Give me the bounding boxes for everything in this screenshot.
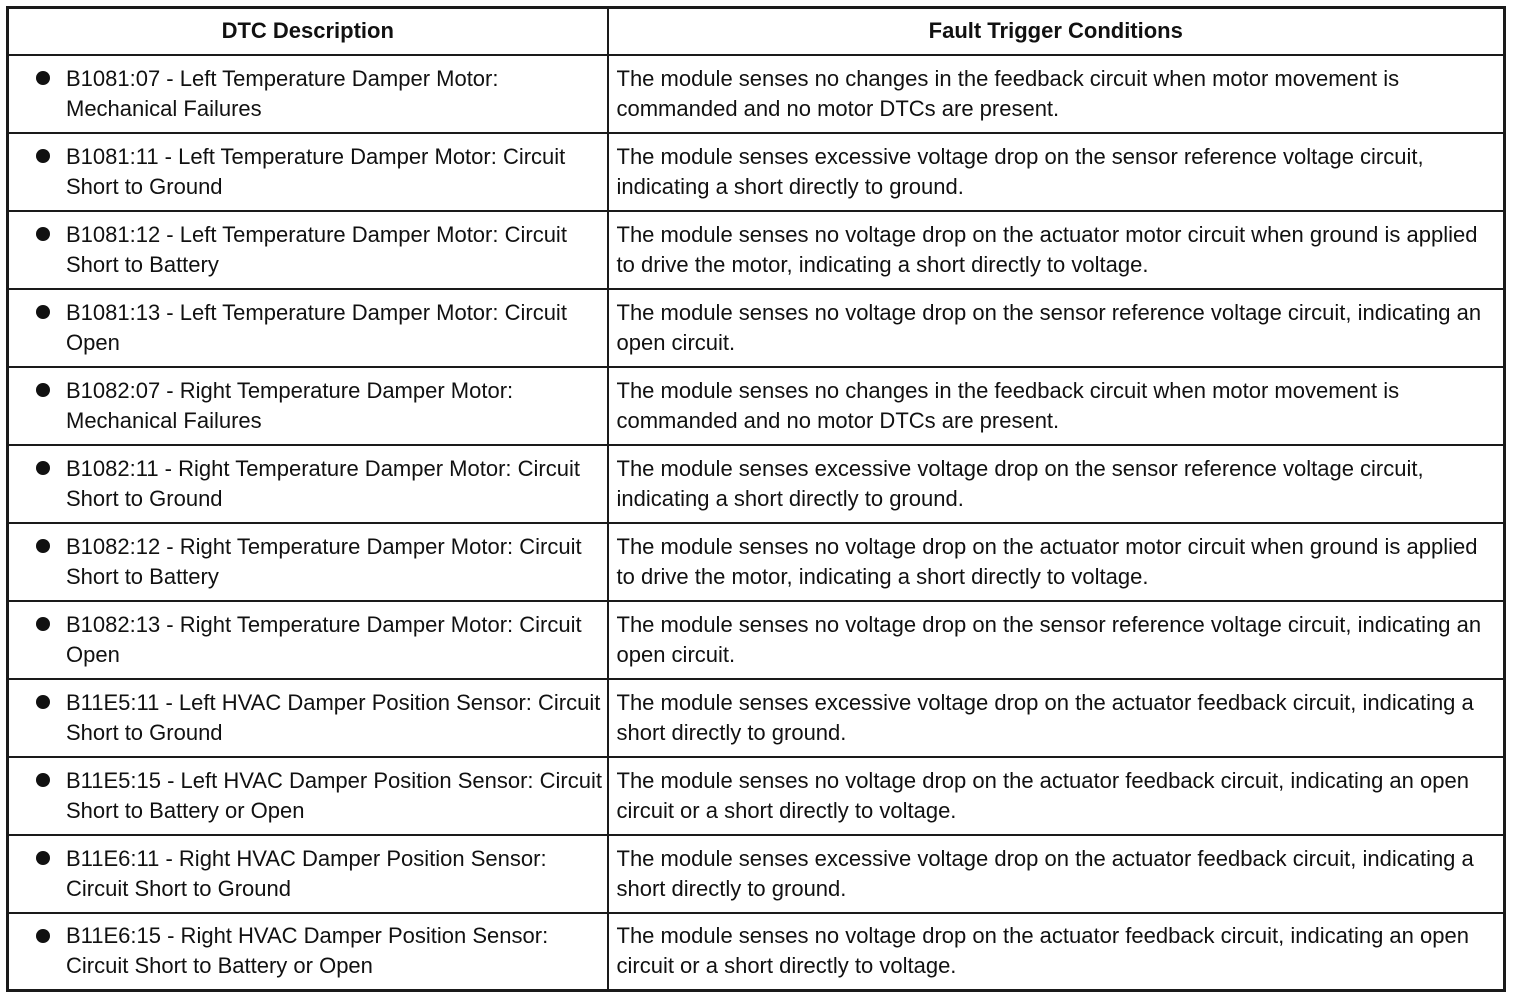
fault-trigger-condition: The module senses excessive voltage drop on the sensor reference voltage circuit, indicating a short directly to ground. [608,133,1505,211]
fault-trigger-condition: The module senses excessive voltage drop on the actuator feedback circuit, indicating a short directly to ground. [608,679,1505,757]
dtc-description: B1081:07 - Left Temperature Damper Motor: Mechanical Failures [66,65,499,121]
fault-trigger-condition: The module senses excessive voltage drop on the actuator feedback circuit, indicating a short directly to ground. [608,835,1505,913]
bullet-icon [36,227,50,241]
bullet-icon [36,461,50,475]
header-fault-trigger-conditions: Fault Trigger Conditions [608,8,1505,55]
dtc-description: B1081:11 - Left Temperature Damper Motor: Circuit Short to Ground [66,143,566,199]
dtc-description-cell [8,679,608,757]
table-row [8,601,1505,679]
fault-trigger-condition: The module senses no voltage drop on the actuator motor circuit when ground is applied to drive the motor, indicating a short directly to voltage. [608,523,1505,601]
dtc-description-cell [8,289,608,367]
bullet-icon [36,383,50,397]
dtc-description-cell [8,55,608,133]
dtc-description-cell [8,523,608,601]
dtc-description: B1082:11 - Right Temperature Damper Motor: Circuit Short to Ground [66,455,580,511]
dtc-table [6,6,1506,992]
bullet-icon [36,539,50,553]
fault-trigger-condition: The module senses no voltage drop on the actuator feedback circuit, indicating an open circuit or a short directly to voltage. [608,913,1505,991]
dtc-description: B11E5:15 - Left HVAC Damper Position Sensor: Circuit Short to Battery or Open [66,767,602,823]
bullet-icon [36,773,50,787]
dtc-description-cell [8,601,608,679]
fault-trigger-condition: The module senses no voltage drop on the actuator motor circuit when ground is applied to drive the motor, indicating a short directly to voltage. [608,211,1505,289]
dtc-description-cell [8,757,608,835]
bullet-icon [36,617,50,631]
bullet-icon [36,305,50,319]
fault-trigger-condition: The module senses excessive voltage drop on the sensor reference voltage circuit, indicating a short directly to ground. [608,445,1505,523]
bullet-icon [36,851,50,865]
dtc-description: B1081:12 - Left Temperature Damper Motor: Circuit Short to Battery [66,221,567,277]
bullet-icon [36,695,50,709]
table-row [8,289,1505,367]
bullet-icon [36,71,50,85]
table-row [8,367,1505,445]
dtc-description: B11E6:15 - Right HVAC Damper Position Sensor: Circuit Short to Battery or Open [66,923,549,979]
bullet-icon [36,149,50,163]
table-row [8,55,1505,133]
table-row [8,445,1505,523]
table-row [8,679,1505,757]
dtc-description: B11E6:11 - Right HVAC Damper Position Sensor: Circuit Short to Ground [66,845,547,901]
dtc-description-cell [8,367,608,445]
header-dtc-description: DTC Description [8,8,608,55]
dtc-description-cell [8,835,608,913]
table-row [8,133,1505,211]
dtc-description: B1082:13 - Right Temperature Damper Motor: Circuit Open [66,611,582,667]
dtc-description: B1081:13 - Left Temperature Damper Motor: Circuit Open [66,299,567,355]
dtc-description: B1082:07 - Right Temperature Damper Motor: Mechanical Failures [66,377,514,433]
bullet-icon [36,929,50,943]
fault-trigger-condition: The module senses no voltage drop on the sensor reference voltage circuit, indicating an open circuit. [608,601,1505,679]
dtc-description-cell [8,211,608,289]
table-body [8,55,1505,991]
header-row [8,8,1505,55]
dtc-description: B1082:12 - Right Temperature Damper Motor: Circuit Short to Battery [66,533,582,589]
dtc-description-cell [8,133,608,211]
table-row [8,913,1505,991]
table-row [8,835,1505,913]
dtc-description-cell [8,913,608,991]
dtc-description-cell [8,445,608,523]
table-row [8,757,1505,835]
fault-trigger-condition: The module senses no voltage drop on the actuator feedback circuit, indicating an open circuit or a short directly to voltage. [608,757,1505,835]
table-row [8,211,1505,289]
fault-trigger-condition: The module senses no voltage drop on the sensor reference voltage circuit, indicating an open circuit. [608,289,1505,367]
dtc-description: B11E5:11 - Left HVAC Damper Position Sensor: Circuit Short to Ground [66,689,601,745]
fault-trigger-condition: The module senses no changes in the feedback circuit when motor movement is commanded and no motor DTCs are present. [608,55,1505,133]
fault-trigger-condition: The module senses no changes in the feedback circuit when motor movement is commanded and no motor DTCs are present. [608,367,1505,445]
table-row [8,523,1505,601]
